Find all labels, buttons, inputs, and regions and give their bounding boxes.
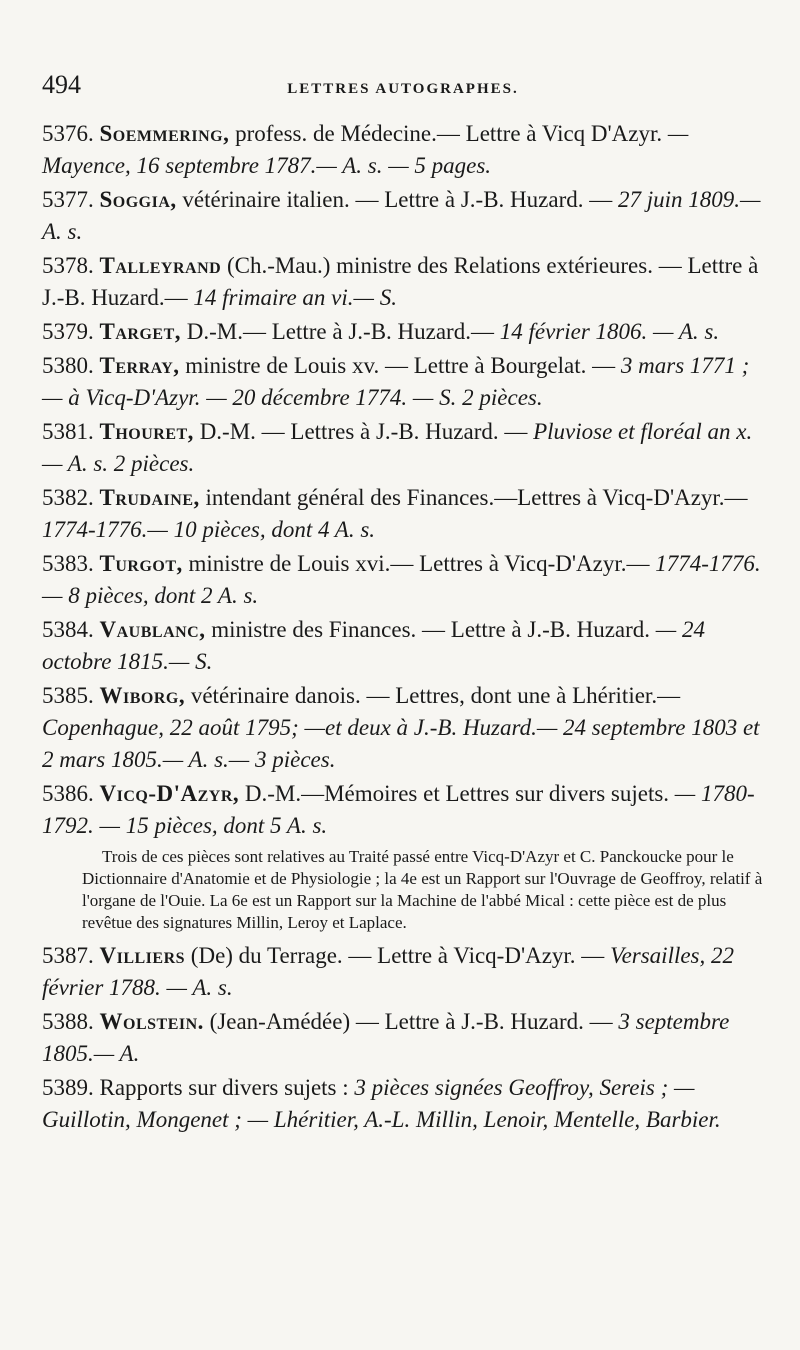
entry-it: 27 juin 1809.— A. s. [42, 187, 761, 244]
entry-name: Soemmering, [99, 121, 230, 146]
page-header [42, 70, 764, 110]
entry-num: 5385. [42, 683, 100, 708]
entry-it: 14 février 1806. — A. s. [493, 319, 720, 344]
catalogue-entry [42, 482, 764, 546]
catalogue-entry [42, 250, 764, 314]
entry-it: Versailles, 22 février 1788. — A. s. [42, 943, 735, 1000]
catalogue-entry [42, 416, 764, 480]
entry-it: Copenhague, 22 août 1795; —et deux à J.-B. Huzard.— 24 septembre 1803 et 2 mars 1805.— A. s.— 3 pièces. [42, 715, 760, 772]
catalogue-entry [42, 680, 764, 776]
entry-num: 5388. [42, 1009, 100, 1034]
catalogue-entry [42, 1072, 764, 1136]
entry-name: Target, [99, 319, 181, 344]
entry-num: 5377. [42, 187, 100, 212]
catalogue-entry [42, 316, 764, 348]
entry-text: vétérinaire danois. — Lettres, dont une à Lhéritier.— [185, 683, 681, 708]
entry-text: D.-M.— Lettre à J.-B. Huzard.— [181, 319, 494, 344]
catalogue-entry [42, 350, 764, 414]
catalogue-entry [42, 778, 764, 842]
catalogue-entry [42, 184, 764, 248]
entry-num: 5389. [42, 1075, 100, 1100]
entry-text: vétérinaire italien. — Lettre à J.-B. Huzard. — [176, 187, 613, 212]
entry-num: 5384. [42, 617, 100, 642]
entry-num: 5378. [42, 253, 100, 278]
entry-it: 1774-1776.— 10 pièces, dont 4 A. s. [42, 517, 376, 542]
entry-name: Thouret, [99, 419, 194, 444]
entry-num: 5381. [42, 419, 100, 444]
entry-it: — 24 octobre 1815.— S. [42, 617, 705, 674]
entry-name: Terray, [99, 353, 180, 378]
entry-name: Villiers [99, 943, 186, 968]
catalogue-entry [42, 614, 764, 678]
entry-it: — 1780-1792. — 15 pièces, dont 5 A. s. [42, 781, 755, 838]
catalogue-entry [42, 940, 764, 1004]
entry-name: Vicq-D'Azyr, [99, 781, 240, 806]
entry-it: 1774-1776. — 8 pièces, dont 2 A. s. [42, 551, 761, 608]
page-number: 494 [42, 70, 81, 99]
entry-num: 5382. [42, 485, 100, 510]
catalogue-entry [42, 1006, 764, 1070]
entry-text: ministre des Finances. — Lettre à J.-B. Huzard. [205, 617, 651, 642]
entry-name: Wolstein. [99, 1009, 204, 1034]
entry-text: Rapports sur divers sujets : [99, 1075, 349, 1100]
catalogue-entry [42, 118, 764, 182]
entry-text: (Jean-Amédée) — Lettre à J.-B. Huzard. — [203, 1009, 613, 1034]
catalogue-entry [42, 548, 764, 612]
entry-it: 3 mars 1771 ; — à Vicq-D'Azyr. — 20 décembre 1774. — S. 2 pièces. [42, 353, 750, 410]
entry-text: D.-M. — Lettres à J.-B. Huzard. — [193, 419, 528, 444]
entry-name: Wiborg, [99, 683, 186, 708]
entry-list [42, 118, 764, 1136]
running-head: LETTRES AUTOGRAPHES. [287, 81, 519, 97]
entry-it: 3 septembre 1805.— A. [42, 1009, 730, 1066]
entry-text: intendant général des Finances.—Lettres à Vicq-D'Azyr.— [199, 485, 748, 510]
entry-name: Turgot, [99, 551, 183, 576]
entry-name: Vaublanc, [99, 617, 206, 642]
entry-name: Trudaine, [99, 485, 200, 510]
entry-note: Trois de ces pièces sont relatives au Traité passé entre Vicq-D'Azyr et C. Panckoucke pour le Dictionnaire d'Anatomie et de Physiologie ; la 4e est un Rapport sur l'Ouvrage de Geoffroy, relatif à l'organe de l'Ouie. La 6e est un Rapport sur la Machine de l'abbé Mical : cette pièce est de plus revêtue des signatures Millin, Leroy et Laplace. [82, 847, 763, 932]
entry-text: D.-M.—Mémoires et Lettres sur divers sujets. [239, 781, 670, 806]
entry-name: Soggia, [99, 187, 177, 212]
entry-it: — Mayence, 16 septembre 1787.— A. s. — 5 pages. [42, 121, 689, 178]
entry-num: 5379. [42, 319, 100, 344]
entry-name: Talleyrand [99, 253, 222, 278]
entry-text: (De) du Terrage. — Lettre à Vicq-D'Azyr. — [185, 943, 605, 968]
entry-num: 5380. [42, 353, 100, 378]
entry-text: profess. de Médecine.— Lettre à Vicq D'Azyr. [229, 121, 663, 146]
entry-num: 5386. [42, 781, 100, 806]
entry-it: 14 frimaire an vi.— S. [187, 285, 397, 310]
entry-num: 5383. [42, 551, 100, 576]
entry-text: ministre de Louis xvi.— Lettres à Vicq-D'Azyr.— [182, 551, 650, 576]
entry-text: ministre de Louis xv. — Lettre à Bourgelat. — [179, 353, 616, 378]
entry-num: 5376. [42, 121, 100, 146]
entry-text: (Ch.-Mau.) ministre des Relations extérieures. — Lettre à J.-B. Huzard.— [42, 253, 759, 310]
entry-num: 5387. [42, 943, 100, 968]
entry-it: 3 pièces signées Geoffroy, Sereis ; — Guillotin, Mongenet ; — Lhéritier, A.-L. Millin, Lenoir, Mentelle, Barbier. [42, 1075, 721, 1132]
entry-it: Pluviose et floréal an x. — A. s. 2 pièces. [42, 419, 753, 476]
